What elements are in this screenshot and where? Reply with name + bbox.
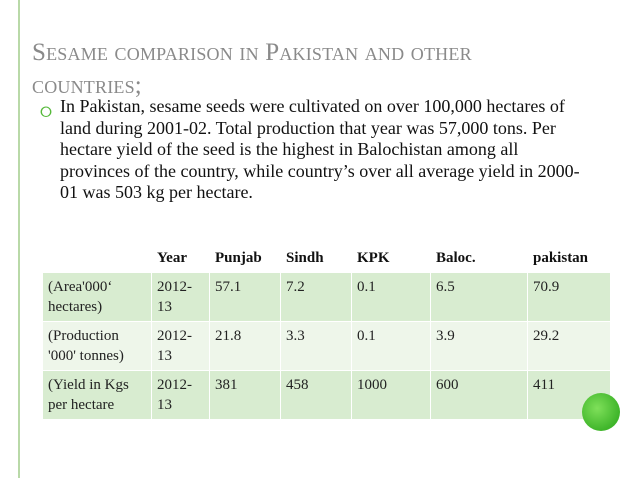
cell-punjab: 57.1 [210, 273, 281, 322]
sesame-table [42, 243, 611, 420]
header-cell-blank [43, 244, 152, 273]
row-label: (Yield in Kgs per hectare [43, 371, 152, 420]
cell-punjab: 21.8 [210, 322, 281, 371]
table-row [43, 273, 611, 322]
header-cell-kpk: KPK [352, 244, 431, 273]
cell-baloc: 6.5 [431, 273, 528, 322]
header-cell-sindh: Sindh [281, 244, 352, 273]
green-circle-decoration [582, 393, 620, 431]
row-year: 2012-13 [152, 371, 210, 420]
slide-title [32, 36, 592, 102]
cell-punjab: 381 [210, 371, 281, 420]
slide-border-line [18, 0, 20, 478]
row-label: (Area'000‘ hectares) [43, 273, 152, 322]
cell-pakistan: 70.9 [528, 273, 611, 322]
slide-title-line-1: Sesame comparison in Pakistan and other [32, 39, 472, 66]
cell-kpk: 0.1 [352, 322, 431, 371]
cell-sindh: 458 [281, 371, 352, 420]
row-year: 2012-13 [152, 273, 210, 322]
header-cell-year: Year [152, 244, 210, 273]
table-row [43, 322, 611, 371]
cell-pakistan: 411 [528, 371, 611, 420]
cell-pakistan: 29.2 [528, 322, 611, 371]
bullet-icon: ⭘ [40, 105, 53, 121]
slide-title-line-2: countries; [32, 72, 142, 99]
table-row [43, 371, 611, 420]
cell-kpk: 1000 [352, 371, 431, 420]
cell-kpk: 0.1 [352, 273, 431, 322]
row-label: (Production '000' tonnes) [43, 322, 152, 371]
header-cell-punjab: Punjab [210, 244, 281, 273]
cell-baloc: 600 [431, 371, 528, 420]
cell-baloc: 3.9 [431, 322, 528, 371]
cell-sindh: 3.3 [281, 322, 352, 371]
bullet-paragraph: In Pakistan, sesame seeds were cultivated on over 100,000 hectares of land during 2001-02. Total production that year was 57,000 tons. Per hectare yield of the seed is the highest in Balochistan among all provinces of the country, while country’s over all average yield in 2000-01 was 503 kg per hectare. [60, 96, 580, 202]
table-header-row [43, 244, 611, 273]
header-cell-pakistan: pakistan [528, 244, 611, 273]
header-cell-baloc: Baloc. [431, 244, 528, 273]
row-year: 2012-13 [152, 322, 210, 371]
cell-sindh: 7.2 [281, 273, 352, 322]
